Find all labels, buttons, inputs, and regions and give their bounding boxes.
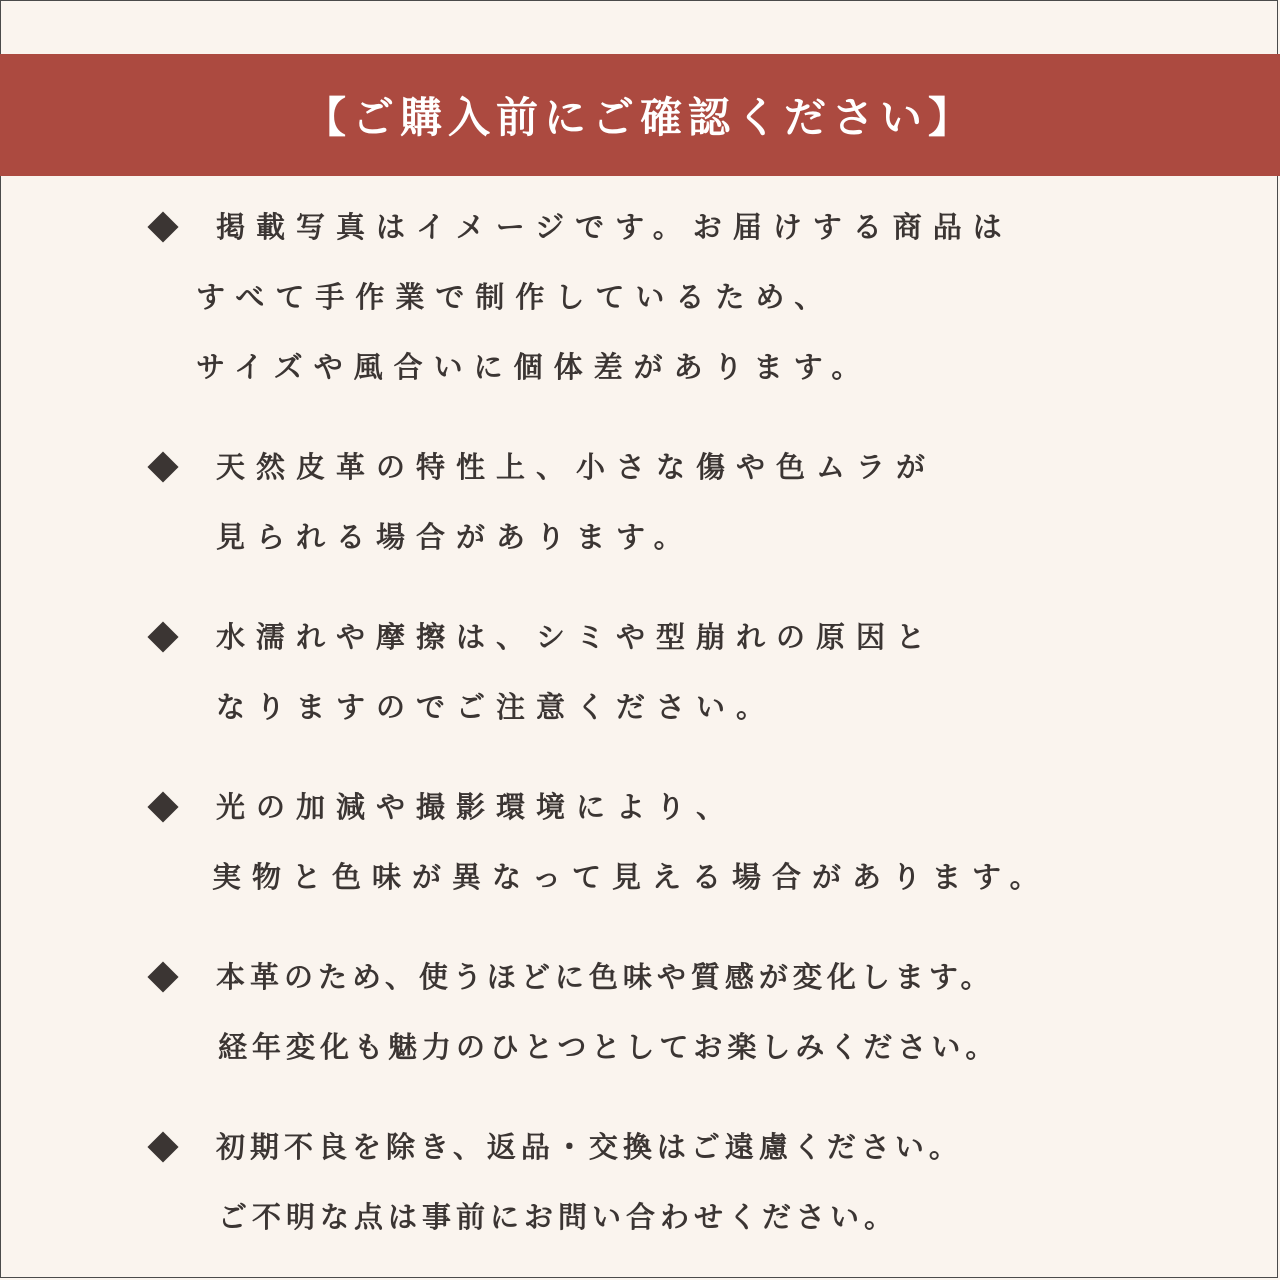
black-diamond-icon — [147, 451, 178, 482]
notice-line: すべて手作業で制作しているため、 — [196, 280, 835, 314]
notice-line: 掲載写真はイメージです。お届けする商品は — [216, 210, 1013, 244]
notice-line: 光の加減や撮影環境により、 — [216, 790, 737, 824]
black-diamond-icon — [147, 621, 178, 652]
notice-line: サイズや風合いに個体差があります。 — [196, 350, 872, 384]
black-diamond-icon — [147, 211, 178, 242]
black-diamond-icon — [147, 791, 178, 822]
notice-line: 天然皮革の特性上、小さな傷や色ムラが — [216, 450, 937, 484]
notice-line: 水濡れや摩擦は、シミや型崩れの原因と — [216, 620, 937, 654]
notice-line: 本革のため、使うほどに色味や質感が変化します。 — [216, 960, 995, 994]
notice-line: 実物と色味が異なって見える場合があります。 — [212, 860, 1050, 894]
notice-line: なりますのでご注意ください。 — [216, 690, 777, 724]
notice-line: 見られる場合があります。 — [216, 520, 694, 554]
notice-line: 初期不良を除き、返品・交換はご遠慮ください。 — [216, 1130, 963, 1164]
black-diamond-icon — [147, 961, 178, 992]
black-diamond-icon — [147, 1131, 178, 1162]
page-title: 【ご購入前にご確認ください】 — [303, 93, 976, 142]
notice-line: ご不明な点は事前にお問い合わせください。 — [218, 1200, 899, 1234]
notice-line: 経年変化も魅力のひとつとしてお楽しみください。 — [218, 1030, 1000, 1064]
